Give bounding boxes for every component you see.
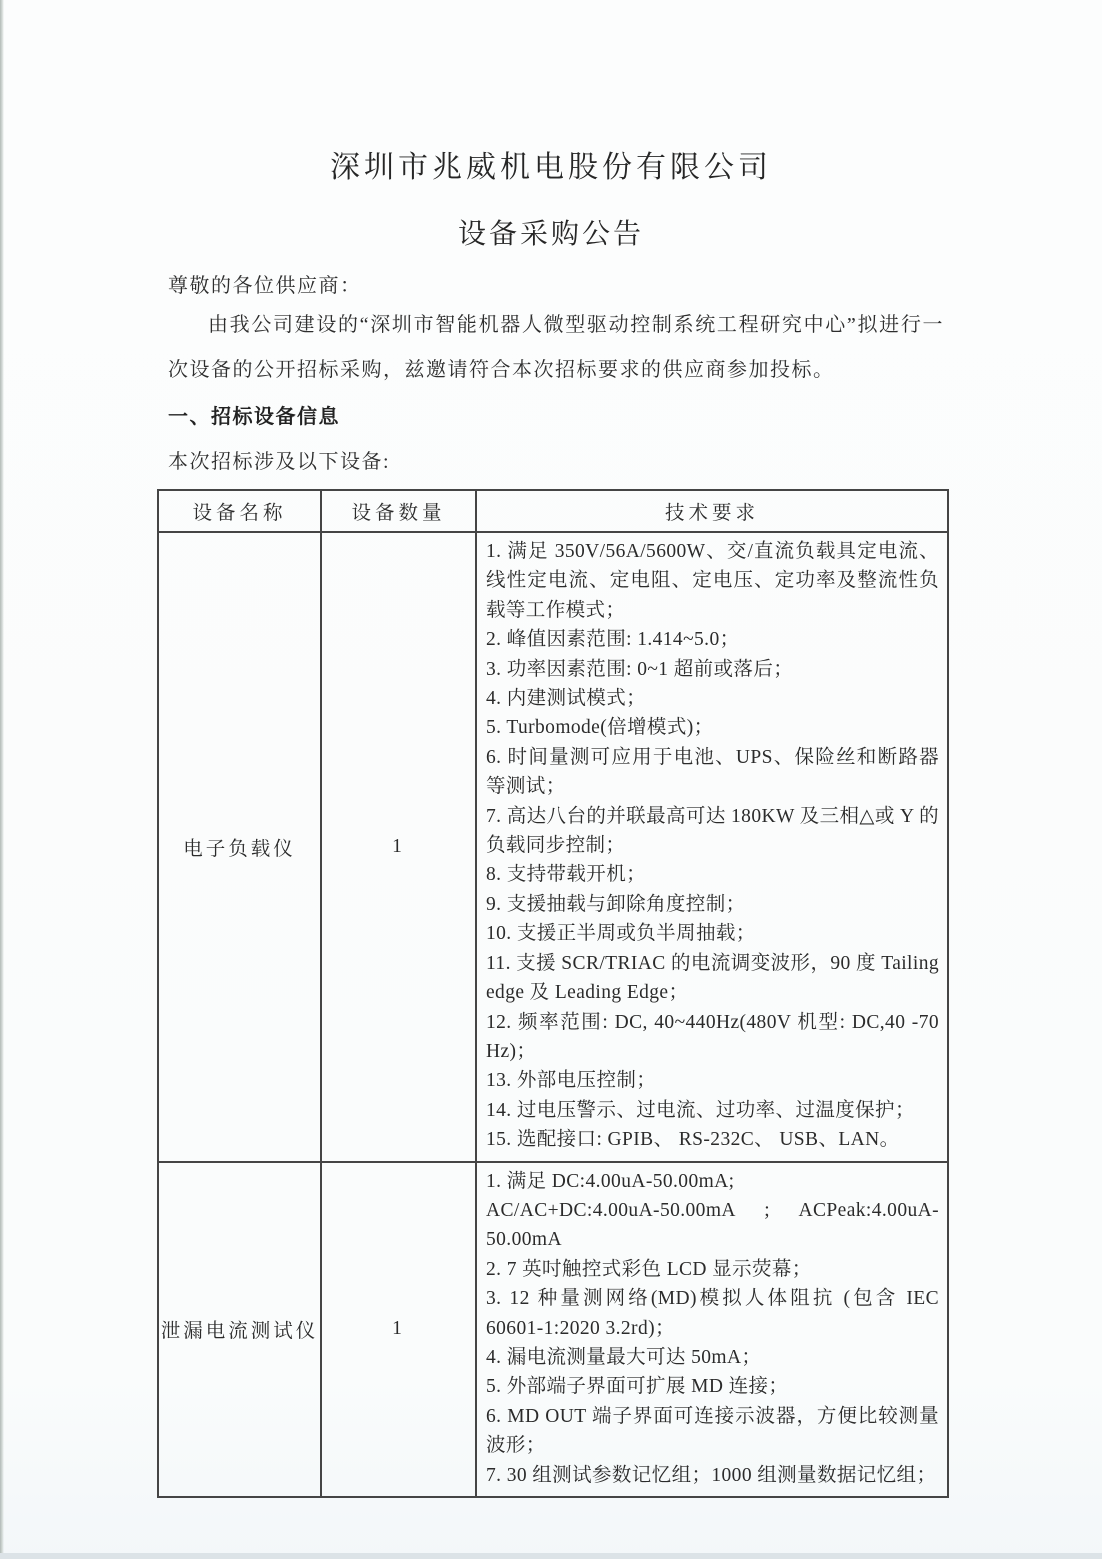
requirement-line: 15. 选配接口: GPIB、 RS-232C、 USB、LAN。 [486,1129,900,1151]
requirement-line: 11. 支援 SCR/TRIAC 的电流调变波形，90 度 Tailing edge 及 Leading Edge； [486,952,939,1004]
device-name: 电子负载仪 [158,532,321,1162]
device-requirements [476,1162,948,1497]
device-name: 泄漏电流测试仪 [158,1162,321,1497]
header-device-quantity: 设备数量 [321,490,476,532]
scan-left-edge [0,0,4,1559]
requirement-line: 13. 外部电压控制； [486,1070,657,1092]
table-lead-text: 本次招标涉及以下设备: [168,451,391,473]
document-body [168,269,944,474]
company-title: 深圳市兆威机电股份有限公司 [330,151,772,184]
intro-paragraph: 由我公司建设的“深圳市智能机器人微型驱动控制系统工程研究中心”拟进行一次设备的公开招标采购，兹邀请符合本次招标要求的供应商参加投标。 [168,314,944,381]
requirement-line: 5. Turbomode(倍增模式)； [486,717,714,739]
header-device-name: 设备名称 [158,490,321,532]
device-quantity: 1 [321,532,476,1162]
header-technical-requirements: 技术要求 [476,490,948,532]
device-quantity: 1 [321,1162,476,1497]
greeting-line: 尊敬的各位供应商： [168,275,362,297]
requirement-line: 10. 支援正半周或负半周抽载； [486,923,756,945]
requirement-line: 9. 支援抽载与卸除角度控制； [486,893,746,915]
requirement-line: 7. 30 组测试参数记忆组；1000 组测量数据记忆组； [486,1464,937,1486]
requirement-line: AC/AC+DC:4.00uA-50.00mA ; ACPeak:4.00uA-50.00mA [486,1199,939,1251]
requirement-line: 14. 过电压警示、过电流、过功率、过温度保护； [486,1099,915,1121]
requirement-line: 5. 外部端子界面可扩展 MD 连接； [486,1376,789,1398]
requirement-line: 12. 频率范围: DC, 40~440Hz(480V 机型: DC,40 -70 Hz)； [486,1011,939,1062]
requirement-line: 4. 漏电流测量最大可达 50mA； [486,1346,762,1368]
requirement-line: 3. 12 种量测网络(MD)模拟人体阻抗 (包含 IEC 60601-1:2020 3.2rd)； [486,1288,939,1339]
requirement-line: 2. 峰值因素范围: 1.414~5.0； [486,629,740,651]
scan-bottom-edge [0,1553,1102,1559]
requirement-line: 6. MD OUT 端子界面可连接示波器，方便比较测量波形； [486,1405,939,1457]
table-header-row [158,490,948,532]
requirement-line: 2. 7 英吋触控式彩色 LCD 显示荧幕； [486,1258,812,1280]
requirement-line: 4. 内建测试模式； [486,688,647,710]
device-requirements [476,532,948,1162]
section-heading: 一、招标设备信息 [168,406,340,428]
requirement-line: 7. 高达八台的并联最高可达 180KW 及三相△或 Y 的负载同步控制； [486,805,939,857]
requirement-line: 6. 时间量测可应用于电池、UPS、保险丝和断路器等测试； [486,746,939,798]
requirement-line: 1. 满足 DC:4.00uA-50.00mA; [486,1170,735,1192]
device-table [157,489,949,1498]
requirement-line: 1. 满足 350V/56A/5600W、交/直流负载具定电流、线性定电流、定电阻、定电压、定功率及整流性负载等工作模式； [486,541,939,621]
table-row [158,1162,948,1497]
document-subtitle: 设备采购公告 [457,219,644,250]
table-row [158,532,948,1162]
requirement-line: 8. 支持带载开机； [486,864,647,886]
requirement-line: 3. 功率因素范围: 0~1 超前或落后； [486,658,794,680]
